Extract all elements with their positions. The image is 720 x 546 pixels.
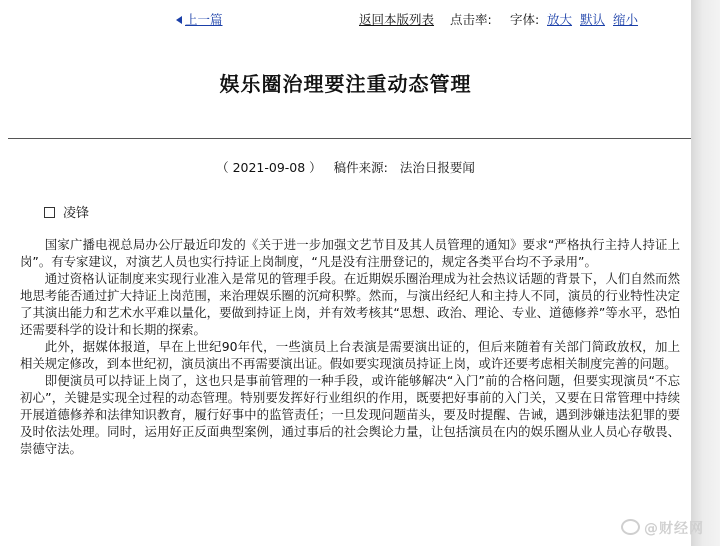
title-divider [8,138,691,139]
font-default-link[interactable]: 默认 [580,12,606,27]
article-paragraph: 此外，据媒体报道，早在上世纪90年代，一些演员上台表演是需要演出证的，但后来随着有关部门简政放权，加上相关规定修改，到本世纪初，演员演出不再需要演出证。假如要实现演员持证上岗，或许还要考虑相关制度完善的问题。 [20,339,680,371]
article-date: （ 2021-09-08 ） [216,160,322,175]
font-shrink-link[interactable]: 缩小 [613,12,639,27]
left-arrow-icon [176,16,182,24]
font-size-label: 字体: [510,12,540,27]
article-toolbar [0,10,691,30]
article-title: 娱乐圈治理要注重动态管理 [219,72,472,96]
prev-article-link[interactable] [176,10,223,30]
article-paragraph: 国家广播电视总局办公厅最近印发的《关于进一步加强文艺节目及其人员管理的通知》要求“严格执行主持人持证上岗”。有专家建议，对演艺人员也实行持证上岗制度，“凡是没有注册登记的，规定各类平台均不予录用”。 [20,237,680,269]
font-enlarge-link[interactable]: 放大 [547,12,573,27]
watermark [621,518,704,538]
watermark-text: @财经网 [644,521,704,537]
article-author [44,202,89,221]
back-to-list-link[interactable]: 返回本版列表 [359,12,435,27]
square-bullet-icon [44,207,55,218]
hits-label: 点击率: [450,12,492,27]
article-paragraph: 通过资格认证制度来实现行业准入是常见的管理手段。在近期娱乐圈治理成为社会热议话题的背景下，人们自然而然地思考能否通过扩大持证上岗范围，来治理娱乐圈的沉疴积弊。然而，与演出经纪人和主持人不同，演员的行业特性决定了其演出能力和艺术水平难以量化，要做到持证上岗，并有效考核其“思想、政治、理论、专业、道德修养”等水平，恐怕还需要科学的设计和长期的探索。 [20,271,680,337]
weibo-logo-icon [621,519,640,535]
window-edge [691,0,720,546]
author-name: 凌锋 [63,206,90,221]
article-source: 法治日报要闻 [399,160,475,175]
source-label: 稿件来源: [333,160,388,175]
article-meta [0,158,691,176]
prev-article-label: 上一篇 [185,12,223,27]
article-paragraph: 即便演员可以持证上岗了，这也只是事前管理的一种手段，或许能够解决“入门”前的合格问题，但要实现演员“不忘初心”，关键是实现全过程的动态管理。特别要发挥好行业组织的作用，既要把好事前的入门关，又要在日常管理中持续开展道德修养和法律知识教育，履行好事中的监管责任；一旦发现问题苗头，要及时提醒、告诫，遇到涉嫌违法犯罪的要及时依法处理。同时，运用好正反面典型案例，通过事后的社会舆论力量，让包括演员在内的娱乐圈从业人员心存敬畏、崇德守法。 [20,373,680,456]
article-body [20,236,680,457]
